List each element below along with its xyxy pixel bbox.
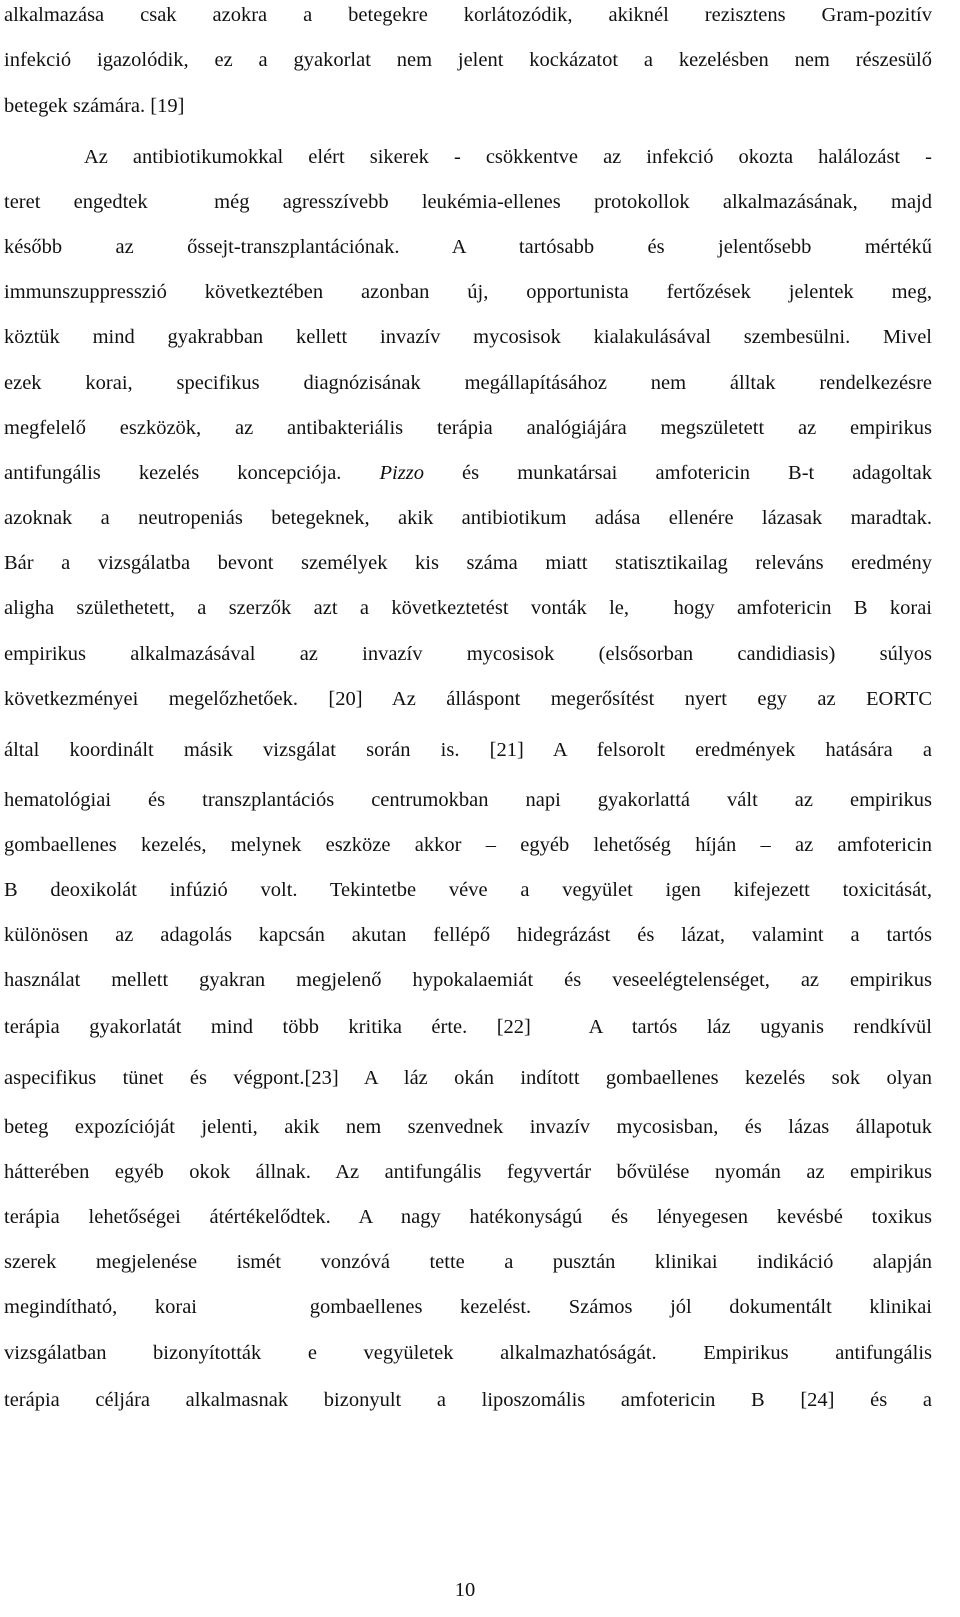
text-line-with-italic — [4, 458, 932, 488]
text-line: azoknak a neutropeniás betegeknek, akik antibiotikum adása ellenére lázasak maradtak. — [4, 507, 932, 529]
text-line: köztük mind gyakrabban kellett invazív mycosisok kialakulásával szembesülni. Mivel — [4, 326, 932, 348]
page-number: 10 — [454, 1579, 476, 1601]
text-line: terápia gyakorlatát mind több kritika érte. [22] A tartós láz ugyanis rendkívül — [4, 1016, 932, 1038]
text-line: megfelelő eszközök, az antibakteriális terápia analógiájára megszületett az empirikus — [4, 417, 932, 439]
text-line: szerek megjelenése ismét vonzóvá tette a pusztán klinikai indikáció alapján — [4, 1251, 932, 1273]
text-line: következményei megelőzhetőek. [20] Az álláspont megerősítést nyert egy az EORTC — [4, 688, 932, 710]
text-line: betegek számára. [19] — [4, 95, 185, 117]
text-line: terápia céljára alkalmasnak bizonyult a liposzomális amfotericin B [24] és a — [4, 1389, 932, 1411]
text-line: teret engedtek még agresszívebb leukémia-ellenes protokollok alkalmazásának, majd — [4, 191, 932, 213]
text-line: később az őssejt-transzplantációnak. A tartósabb és jelentősebb mértékű — [4, 236, 932, 258]
text-line: beteg expozícióját jelenti, akik nem szenvednek invazív mycosisban, és lázas állapotuk — [4, 1116, 932, 1138]
text-line: által koordinált másik vizsgálat során is. [21] A felsorolt eredmények hatására a — [4, 739, 932, 761]
author-name-italic: Pizzo — [379, 462, 424, 484]
text-line: hematológiai és transzplantációs centrumokban napi gyakorlattá vált az empirikus — [4, 789, 932, 811]
line-segment: és munkatársai amfotericin B-t adagoltak — [423, 462, 932, 484]
text-line: B deoxikolát infúzió volt. Tekintetbe véve a vegyület igen kifejezett toxicitását, — [4, 879, 932, 901]
text-line: használat mellett gyakran megjelenő hypokalaemiát és veseelégtelenséget, az empirikus — [4, 969, 932, 991]
line-segment: antifungális kezelés koncepciója. — [4, 462, 380, 484]
text-line: gombaellenes kezelés, melynek eszköze akkor – egyéb lehetőség híján – az amfotericin — [4, 834, 932, 856]
text-line: hátterében egyéb okok állnak. Az antifungális fegyvertár bővülése nyomán az empirikus — [4, 1161, 932, 1183]
text-line: empirikus alkalmazásával az invazív mycosisok (elsősorban candidiasis) súlyos — [4, 643, 932, 665]
text-line: aligha születhetett, a szerzők azt a következtetést vonták le, hogy amfotericin B korai — [4, 597, 932, 619]
text-line: alkalmazása csak azokra a betegekre korlátozódik, akiknél rezisztens Gram-pozitív — [4, 4, 932, 26]
text-line: megindítható, korai gombaellenes kezelést. Számos jól dokumentált klinikai — [4, 1296, 932, 1318]
paragraph-first-line: Az antibiotikumokkal elért sikerek - csökkentve az infekció okozta halálozást - — [84, 146, 932, 168]
text-line: aspecifikus tünet és végpont.[23] A láz okán indított gombaellenes kezelés sok olyan — [4, 1067, 932, 1089]
text-line: ezek korai, specifikus diagnózisának megállapításához nem álltak rendelkezésre — [4, 372, 932, 394]
text-line: vizsgálatban bizonyították e vegyületek alkalmazhatóságát. Empirikus antifungális — [4, 1342, 932, 1364]
text-line: terápia lehetőségei átértékelődtek. A nagy hatékonyságú és lényegesen kevésbé toxikus — [4, 1206, 932, 1228]
text-line: immunszuppresszió következtében azonban új, opportunista fertőzések jelentek meg, — [4, 281, 932, 303]
text-line: Bár a vizsgálatba bevont személyek kis száma miatt statisztikailag releváns eredmény — [4, 552, 932, 574]
text-line: infekció igazolódik, ez a gyakorlat nem jelent kockázatot a kezelésben nem részesülő — [4, 49, 932, 71]
text-line: különösen az adagolás kapcsán akutan fellépő hidegrázást és lázat, valamint a tartós — [4, 924, 932, 946]
